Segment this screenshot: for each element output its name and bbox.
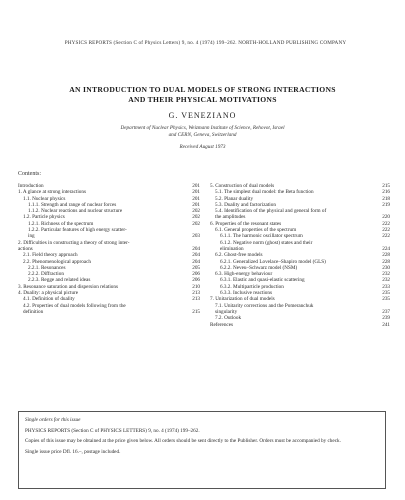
- toc-entry-title: 5.2. Planar duality: [215, 195, 254, 202]
- paper-title: [40, 85, 365, 105]
- toc-entry-title: 2.2.3. Regge and related ideas: [28, 277, 91, 284]
- journal-header: PHYSICS REPORTS (Section C of Physics Letters) 9, no. 4 (1974) 199–262. NORTH-HOLLAND PUBLISHING COMPANY: [64, 40, 347, 46]
- toc-entry-page: 228: [382, 252, 390, 259]
- title-line-2: AND THEIR PHYSICAL MOTIVATIONS: [128, 95, 277, 104]
- toc-entry-title: References: [210, 321, 234, 328]
- toc-entry-title: 6.3.2. Multiparticle production: [220, 283, 284, 290]
- toc-entry-title: 6.2. Ghost-free models: [215, 252, 263, 259]
- toc-entry-title: 6.1.2. Negative norm (ghost) states and their: [220, 239, 313, 246]
- toc-entry-title: 4. Duality: a physical picture: [18, 290, 79, 297]
- toc-entry-title: 6.1.1. The harmonic oscillator spectrum: [220, 233, 303, 240]
- toc-entry-page: 213: [192, 296, 200, 303]
- toc-entry: [18, 309, 200, 315]
- toc-entry-page: 203: [192, 233, 200, 240]
- toc-entry-title: 6.1. General properties of the spectrum: [215, 227, 297, 234]
- order-note-box: [18, 411, 386, 489]
- affiliation-line-2: and CERN, Geneva, Switzerland: [168, 132, 237, 138]
- toc-entry-title: 1.2.2. Particular features of high energy scatter-: [28, 227, 127, 234]
- toc-entry-page: 235: [382, 296, 390, 303]
- toc-entry-page: 224: [382, 245, 390, 252]
- toc-entry-title: 1.2. Particle physics: [23, 214, 65, 221]
- toc-entry-title: 6.3.3. Inclusive reactions: [220, 290, 273, 297]
- note-copies: Copies of this issue may be obtained at the price given below. All orders should be sent directly to the Publisher. Orders must be accompanied by check.: [25, 438, 341, 444]
- toc-entry-page: 206: [192, 277, 200, 284]
- affiliation-line-1: Department of Nuclear Physics, Weizmann Institute of Science, Rehovot, Israel: [120, 125, 285, 131]
- toc-entry: [210, 322, 390, 328]
- toc-entry-title: Introduction: [18, 183, 44, 189]
- toc-entry-title: actions: [18, 245, 33, 252]
- toc-entry-title: 5.1. The simplest dual model: the Beta function: [215, 189, 314, 196]
- toc-entry-title: 1.1.1. Strength and range of nuclear forces: [28, 201, 117, 208]
- toc-entry-page: 205: [192, 264, 200, 271]
- toc-entry-page: 241: [382, 321, 390, 328]
- toc-entry-page: 233: [382, 283, 390, 290]
- toc-entry-title: the amplitudes: [215, 214, 246, 221]
- toc-entry-title: 6.3. High-energy behaviour: [215, 271, 273, 278]
- toc-entry-page: 210: [192, 283, 200, 290]
- toc-entry-page: 222: [382, 227, 390, 234]
- toc-entry-title: 2.2.2. Diffraction: [28, 271, 64, 278]
- toc-entry-page: 228: [382, 258, 390, 265]
- toc-entry-page: 213: [192, 290, 200, 297]
- toc-entry-title: 2. Difficulties in constructing a theory of strong inter-: [18, 239, 130, 246]
- title-line-1: AN INTRODUCTION TO DUAL MODELS OF STRONG INTERACTIONS: [69, 85, 336, 94]
- toc-entry-page: 232: [382, 277, 390, 284]
- contents-heading: Contents:: [18, 171, 42, 177]
- toc-entry-page: 201: [192, 183, 200, 189]
- toc-entry-title: 1.1. Nuclear physics: [23, 195, 66, 202]
- toc-entry-page: 237: [382, 308, 390, 315]
- toc-entry-page: 204: [192, 258, 200, 265]
- toc-entry-page: 218: [382, 195, 390, 202]
- toc-entry-page: 201: [192, 195, 200, 202]
- toc-entry-page: 215: [192, 308, 200, 315]
- toc-entry-page: 202: [192, 208, 200, 215]
- author-name: G. VENEZIANO: [168, 111, 237, 120]
- toc-entry-title: ing: [28, 233, 35, 240]
- toc-entry-title: 2.2.1. Resonances: [28, 264, 66, 271]
- toc-entry-page: 215: [382, 183, 390, 189]
- toc-right-column: [210, 183, 390, 328]
- toc-entry-page: 232: [382, 271, 390, 278]
- toc-entry-page: 206: [192, 271, 200, 278]
- note-single-orders: Single orders for this issue: [25, 417, 81, 423]
- toc-entry-title: 4.1. Definition of duality: [23, 296, 75, 303]
- note-price: Single issue price Dfl. 16.–, postage included.: [25, 448, 121, 455]
- toc-entry-title: 5. Construction of dual models: [210, 183, 275, 189]
- toc-entry-page: 222: [382, 233, 390, 240]
- toc-entry-title: 1. A glance at strong interactions: [18, 189, 86, 196]
- toc-entry-page: 230: [382, 264, 390, 271]
- toc-entry-title: 7. Unitarization of dual models: [210, 296, 275, 303]
- toc-entry-page: 235: [382, 290, 390, 297]
- received-date: Received August 1973: [179, 144, 226, 150]
- toc-entry-page: 204: [192, 245, 200, 252]
- toc-entry-title: definition: [23, 308, 44, 315]
- toc-entry-page: 204: [192, 252, 200, 259]
- affiliation: [60, 125, 345, 139]
- toc-entry-title: 2.2. Phenomenological approach: [23, 258, 91, 265]
- toc-entry-title: 4.2. Properties of dual models following from the: [23, 302, 126, 309]
- toc-entry-page: 202: [192, 220, 200, 227]
- toc-entry-title: 6.3.1. Elastic and quasi-elastic scattering: [220, 277, 305, 284]
- toc-entry-title: 5.3. Duality and factorization: [215, 201, 276, 208]
- toc-entry-title: 2.1. Field theory approach: [23, 252, 78, 259]
- toc-entry-title: 1.1.2. Nuclear reactions and nuclear structure: [28, 208, 123, 215]
- toc-entry-title: elimination: [220, 245, 244, 252]
- toc-entry-title: 5.4. Identification of the physical and general form of: [215, 208, 327, 215]
- toc-entry-title: 7.1. Unitarity corrections and the Pomeranchuk: [215, 302, 314, 309]
- note-citation: PHYSICS REPORTS (Section C of PHYSICS LETTERS) 9, no. 4 (1974) 199–262.: [25, 427, 200, 434]
- toc-entry-title: 3. Resonance saturation and dispersion relations: [18, 283, 118, 290]
- toc-entry-page: 219: [382, 201, 390, 208]
- toc-entry-title: 7.2. Outlook: [215, 315, 242, 322]
- toc-entry-page: 216: [382, 189, 390, 196]
- toc-entry-page: 222: [382, 220, 390, 227]
- toc-entry-title: 6.2.1. Generalized Lovelace–Shapiro model (GLS): [220, 258, 326, 265]
- toc-entry-page: 220: [382, 214, 390, 221]
- toc-left-column: [18, 183, 200, 315]
- toc-entry-page: 202: [192, 214, 200, 221]
- toc-entry-page: 201: [192, 201, 200, 208]
- toc-entry-title: 6. Properties of the resonant states: [210, 220, 282, 227]
- toc-entry-title: 6.2.2. Neveu–Schwarz model (NSM): [220, 264, 298, 271]
- toc-entry-title: 1.2.1. Richness of the spectrum: [28, 220, 94, 227]
- toc-entry-page: 239: [382, 315, 390, 322]
- toc-entry-title: singularity: [215, 308, 238, 315]
- toc-entry-page: 201: [192, 189, 200, 196]
